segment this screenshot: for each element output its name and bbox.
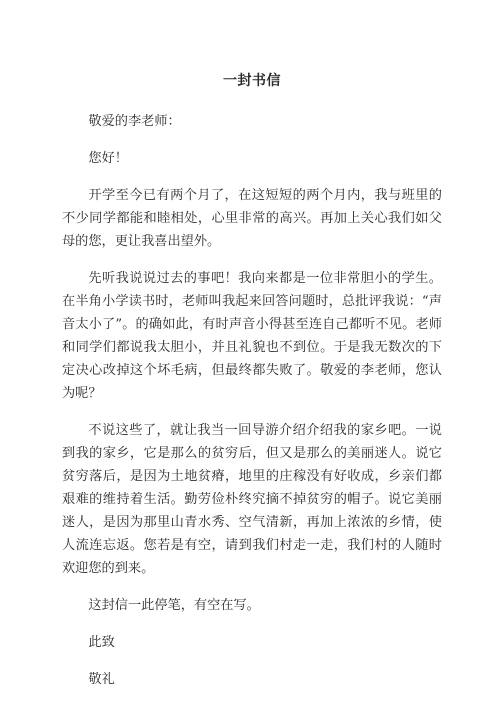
paragraph-4: 这封信一此停笔，有空在写。	[88, 598, 260, 613]
closing-line-2: 敬礼	[88, 672, 115, 687]
salutation: 敬爱的李老师：	[88, 114, 181, 129]
letter-title: 一封书信	[223, 73, 281, 89]
closing-line-1: 此致	[88, 635, 115, 650]
letter-page	[62, 70, 442, 705]
paragraph-2: 先听我说说过去的事吧！我向来都是一位非常胆小的学生。在半角小学读书时，老师叫我起来回答问题时，总批评我说：“声音太小了”。的确如此，有时声音小得甚至连自己都听不见。老师和同学们都说我太胆小，并且礼貌也不到位。于是我无数次的下定决心改掉这个坏毛病，但最终都失败了。敬爱的李老师，您认为呢？	[62, 271, 442, 401]
paragraph-3: 不说这些了，就让我当一回导游介绍介绍我的家乡吧。一说到我的家乡，它是那么的贫穷后，但又是那么的美丽迷人。说它贫穷落后，是因为土地贫瘠，地里的庄稼没有好收成，乡亲们都艰难的维持着生活。勤劳俭朴终究摘不掉贫穷的帽子。说它美丽迷人，是因为那里山青水秀、空气清新，再加上浓浓的乡情，使人流连忘返。您若是有空，请到我们村走一走，我们村的人随时欢迎您的到来。	[62, 423, 442, 576]
greeting: 您好！	[88, 151, 128, 166]
paragraph-1: 开学至今已有两个月了，在这短短的两个月内，我与班里的不少同学都能和睦相处，心里非常的高兴。再加上关心我们如父母的您，更让我喜出望外。	[62, 188, 442, 249]
